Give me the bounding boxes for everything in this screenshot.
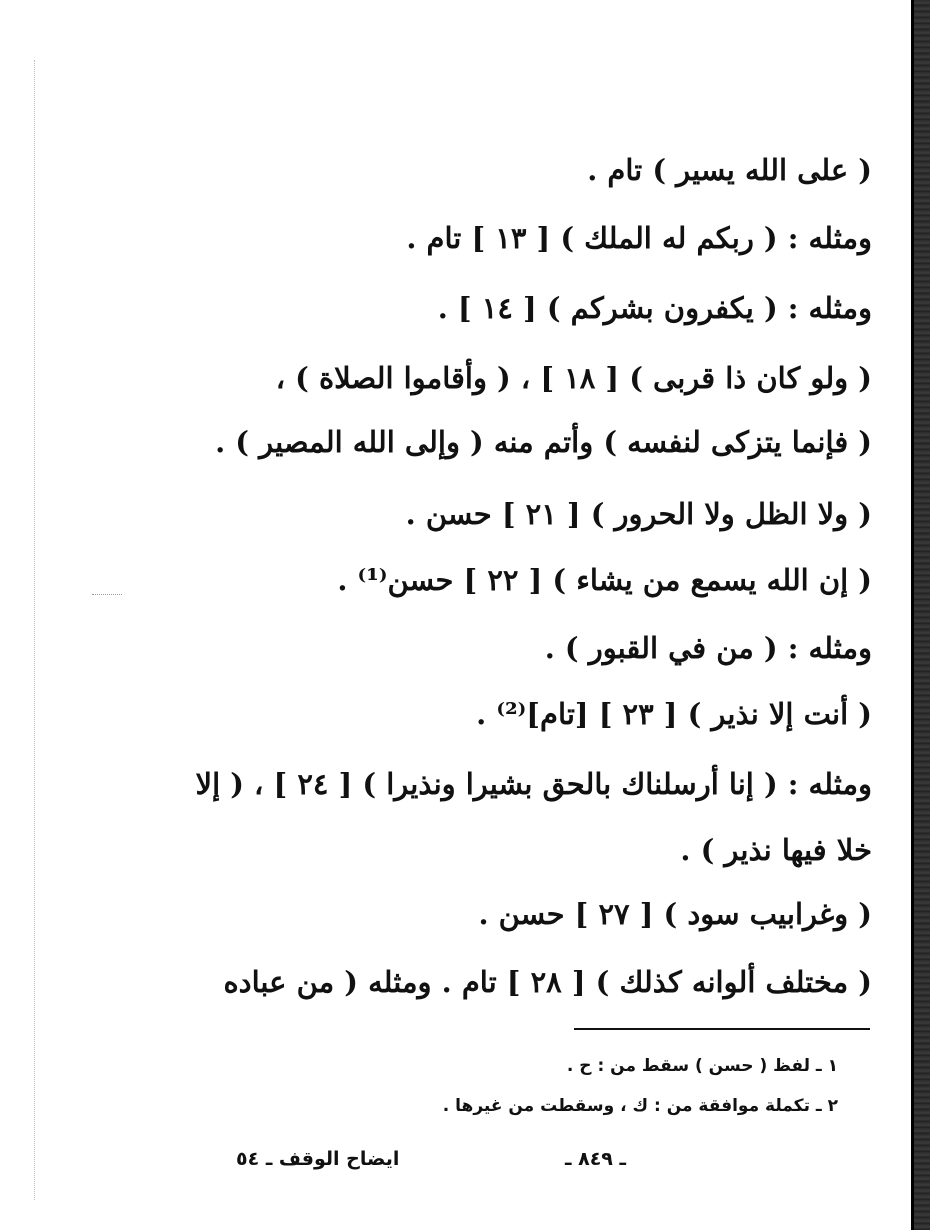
text-line: ومثله : ( من في القبور ) . bbox=[544, 631, 872, 665]
text-line: ومثله : ( إنا أرسلناك بالحق بشيرا ونذيرا ) [ ٢٤ ] ، ( إلا bbox=[195, 767, 872, 801]
text-line: ( أنت إلا نذير ) [ ٢٣ ] [تام]⁽²⁾ . bbox=[476, 697, 872, 731]
book-label: ايضاح الوقف ـ ٥٤ bbox=[236, 1148, 400, 1170]
footnote-1: ١ ـ لفظ ( حسن ) سقط من : ح . bbox=[566, 1056, 838, 1076]
scan-speckle-mark bbox=[92, 594, 122, 595]
footnote-divider bbox=[574, 1028, 870, 1030]
page-number: ـ ٨٤٩ ـ bbox=[564, 1148, 626, 1170]
text-line: ( وغرابيب سود ) [ ٢٧ ] حسن . bbox=[478, 897, 872, 931]
text-line: ( مختلف ألوانه كذلك ) [ ٢٨ ] تام . ومثله ( من عباده bbox=[223, 965, 872, 999]
text-line: ومثله : ( ربكم له الملك ) [ ١٣ ] تام . bbox=[406, 221, 872, 255]
page-footer bbox=[236, 1148, 626, 1178]
text-line: ( ولو كان ذا قربى ) [ ١٨ ] ، ( وأقاموا الصلاة ) ، bbox=[275, 361, 872, 395]
text-line: ( فإنما يتزكى لنفسه ) وأتم منه ( وإلى الله المصير ) . bbox=[215, 425, 872, 459]
text-line: ومثله : ( يكفرون بشركم ) [ ١٤ ] . bbox=[437, 291, 872, 325]
text-line: ( إن الله يسمع من يشاء ) [ ٢٢ ] حسن⁽¹⁾ . bbox=[337, 563, 872, 597]
text-line: ( ولا الظل ولا الحرور ) [ ٢١ ] حسن . bbox=[405, 497, 872, 531]
text-line: خلا فيها نذير ) . bbox=[680, 833, 872, 867]
scan-speckle bbox=[34, 60, 37, 1200]
footnote-2: ٢ ـ تكملة موافقة من : ك ، وسقطت من غيرها . bbox=[442, 1096, 838, 1116]
page-edge-shadow bbox=[911, 0, 930, 1230]
text-line: ( على الله يسير ) تام . bbox=[587, 153, 872, 187]
